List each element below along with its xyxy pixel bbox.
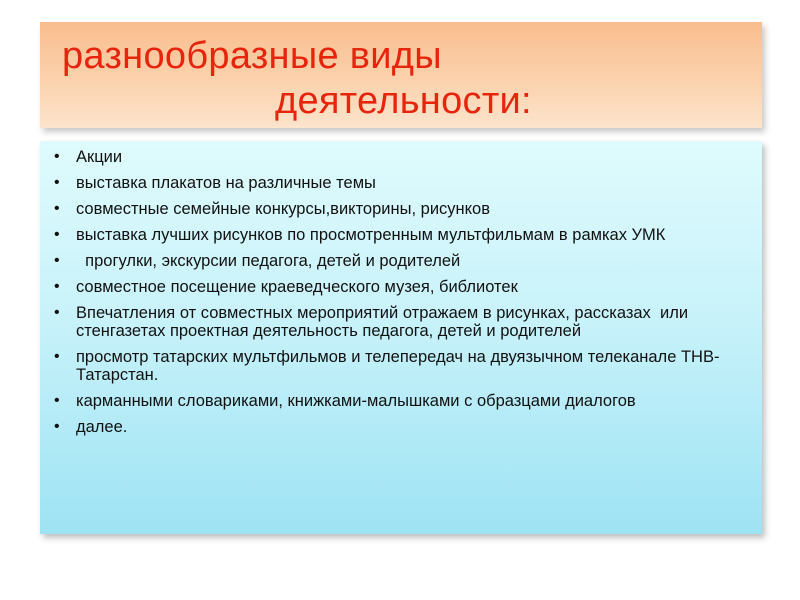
list-item-text: Акции xyxy=(76,148,123,166)
list-item-text: совместные семейные конкурсы,викторины, рисунков xyxy=(76,200,490,218)
list-item-text: просмотр татарских мультфильмов и телепередач на двуязычном телеканале ТНВ-Татарстан. xyxy=(76,348,720,384)
content-box xyxy=(40,141,762,534)
title-box xyxy=(40,22,762,128)
list-item-text: совместное посещение краеведческого музея, библиотек xyxy=(76,278,518,296)
bullet-icon: • xyxy=(54,174,60,191)
list-item xyxy=(52,148,742,166)
list-item xyxy=(52,174,742,192)
list-item-text: выставка лучших рисунков по просмотренным мультфильмам в рамках УМК xyxy=(76,226,666,244)
title-line-1: разнообразные виды xyxy=(62,35,442,77)
bullet-list xyxy=(52,148,742,444)
list-item-text: карманными словариками, книжками-малышками с образцами диалогов xyxy=(76,392,636,410)
list-item xyxy=(52,252,742,270)
list-item-text: прогулки, экскурсии педагога, детей и родителей xyxy=(76,252,461,270)
bullet-icon: • xyxy=(54,348,60,365)
list-item xyxy=(52,392,742,410)
bullet-icon: • xyxy=(54,304,60,321)
list-item xyxy=(52,226,742,244)
list-item xyxy=(52,200,742,218)
bullet-icon: • xyxy=(54,148,60,165)
list-item xyxy=(52,418,742,436)
list-item-text: далее. xyxy=(76,418,128,436)
list-item-text: выставка плакатов на различные темы xyxy=(76,174,376,192)
list-item xyxy=(52,348,742,384)
list-item xyxy=(52,278,742,296)
bullet-icon: • xyxy=(54,200,60,217)
bullet-icon: • xyxy=(54,278,60,295)
list-item xyxy=(52,304,742,340)
bullet-icon: • xyxy=(54,418,60,435)
bullet-icon: • xyxy=(54,252,60,269)
bullet-icon: • xyxy=(54,226,60,243)
list-item-text: Впечатления от совместных мероприятий отражаем в рисунках, рассказах или стенгазетах проектная деятельность педагога, детей и родителей xyxy=(76,304,693,340)
title-line-2: деятельности: xyxy=(275,80,532,122)
bullet-icon: • xyxy=(54,392,60,409)
